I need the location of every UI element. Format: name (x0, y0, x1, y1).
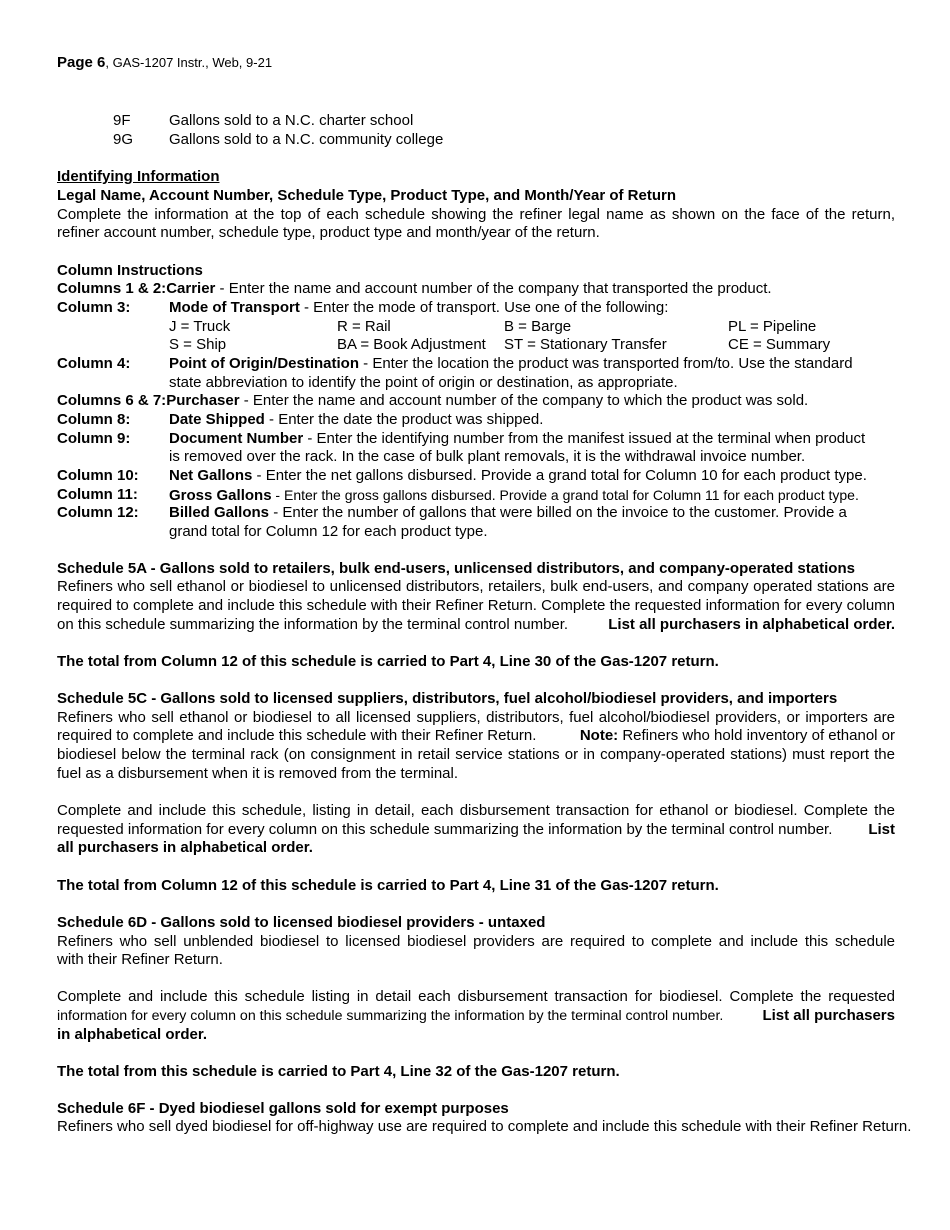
schedule-heading: Schedule 5A - Gallons sold to retailers, bulk end-users, unlicensed distributors, and company-operated stations (57, 560, 855, 577)
paragraph-text: Refiners who hold inventory of ethanol or (618, 727, 895, 744)
column-text: - Enter the number of gallons that were billed on the invoice to the customer. Provide a (269, 504, 847, 521)
schedule-heading: Schedule 6F - Dyed biodiesel gallons sold for exempt purposes (57, 1100, 509, 1117)
code-text: Gallons sold to a N.C. community college (169, 131, 444, 148)
column-text: - Enter the name and account number of the company to which the product was sold. (239, 392, 809, 409)
column-label: Column 11: (57, 486, 138, 503)
paragraph-line: Refiners who sell dyed biodiesel for off-highway use are required to complete and include this schedule with their Refiner Return. (57, 1118, 912, 1135)
code-value: 9G (113, 131, 134, 148)
column-text: is removed over the rack. In the case of bulk plant removals, it is the withdrawal invoice number. (169, 448, 806, 465)
column-instruction (57, 504, 895, 523)
column-label: Column 9: (57, 430, 131, 447)
paragraph-line (57, 821, 895, 840)
mode-code: PL = Pipeline (728, 318, 817, 335)
paragraph-line (57, 727, 895, 746)
schedule-heading: Schedule 5C - Gallons sold to licensed suppliers, distributors, fuel alcohol/biodiesel providers, and importers (57, 690, 838, 707)
mode-code: J = Truck (169, 318, 231, 335)
column-label: Column 4: (57, 355, 131, 372)
column-text: - Enter the name and account number of the company that transported the product. (215, 280, 772, 297)
column-term: Carrier (166, 280, 216, 297)
mode-code: BA = Book Adjustment (337, 336, 486, 353)
column-label: Column 3: (57, 299, 131, 316)
column-text: - Enter the identifying number from the manifest issued at the terminal when product (303, 430, 866, 447)
column-term: Mode of Transport (169, 299, 300, 316)
column-text: grand total for Column 12 for each product type. (169, 523, 488, 540)
section-heading: Column Instructions (57, 262, 203, 279)
paragraph-line: required to complete and include this schedule with their Refiner Return. Complete the requested information for every column (57, 597, 895, 614)
column-text: state abbreviation to identify the point of origin or destination, as appropriate. (169, 374, 678, 391)
paragraph-line: biodiesel below the terminal rack (on consignment in retail service stations or in company-operated stations) must report the (57, 746, 895, 763)
column-instruction (57, 411, 895, 430)
mode-code: S = Ship (169, 336, 227, 353)
column-instruction (57, 280, 772, 299)
column-text: - Enter the location the product was transported from/to. Use the standard (359, 355, 853, 372)
column-instruction (57, 299, 895, 318)
column-label: Columns 6 & 7: (57, 392, 167, 409)
column-text: - Enter the gross gallons disbursed. Provide a grand total for Column 11 for each product type. (271, 487, 859, 503)
paragraph-text: on this schedule summarizing the information by the terminal control number. (57, 616, 569, 633)
schedule-total: The total from Column 12 of this schedule is carried to Part 4, Line 30 of the Gas-1207 return. (57, 653, 719, 670)
section-heading: Identifying Information (57, 168, 220, 185)
column-instruction (57, 486, 895, 505)
column-term: Point of Origin/Destination (169, 355, 359, 372)
paragraph-text: required to complete and include this schedule with their Refiner Return. (57, 727, 537, 744)
paragraph-line: Complete the information at the top of each schedule showing the refiner legal name as shown on the face of the return, (57, 206, 895, 223)
column-text: - Enter the date the product was shipped. (264, 411, 544, 428)
paragraph-bold: List all purchasers in alphabetical order. (608, 616, 895, 633)
code-text: Gallons sold to a N.C. charter school (169, 112, 414, 129)
column-term: Billed Gallons (169, 504, 270, 521)
form-id: , GAS-1207 Instr., Web, 9-21 (105, 55, 273, 70)
paragraph-line: Refiners who sell ethanol or biodiesel to unlicensed distributors, retailers, bulk end-users, and company operated stations are (57, 578, 895, 595)
column-term: Document Number (169, 430, 304, 447)
page-number: Page 6 (57, 54, 106, 71)
paragraph-text: requested information for every column on this schedule summarizing the information by the terminal control number. (57, 821, 833, 838)
mode-code: R = Rail (337, 318, 391, 335)
paragraph-line: Complete and include this schedule listing in detail each disbursement transaction for biodiesel. Complete the requested (57, 988, 895, 1005)
column-label: Column 12: (57, 504, 139, 521)
page-header (57, 54, 272, 71)
note-label: Note: (579, 727, 619, 744)
paragraph-line: refiner account number, schedule type, product type and month/year of the return. (57, 224, 600, 241)
mode-code: CE = Summary (728, 336, 831, 353)
column-instruction (57, 467, 895, 486)
paragraph-line: in alphabetical order. (57, 1026, 208, 1043)
column-instruction (57, 392, 808, 411)
column-term: Purchaser (166, 392, 240, 409)
paragraph-line (57, 1007, 895, 1026)
paragraph-line (57, 616, 895, 635)
paragraph-line: Complete and include this schedule, listing in detail, each disbursement transaction for ethanol or biodiesel. Complete the (57, 802, 895, 819)
paragraph-bold: List (868, 821, 895, 838)
column-instruction (57, 430, 895, 449)
column-label: Column 8: (57, 411, 131, 428)
column-label: Columns 1 & 2: (57, 280, 167, 297)
schedule-heading: Schedule 6D - Gallons sold to licensed biodiesel providers - untaxed (57, 914, 546, 931)
schedule-total: The total from Column 12 of this schedule is carried to Part 4, Line 31 of the Gas-1207 return. (57, 877, 719, 894)
column-label: Column 10: (57, 467, 139, 484)
column-instruction (57, 355, 895, 374)
mode-code: B = Barge (504, 318, 572, 335)
column-text: - Enter the mode of transport. Use one of the following: (299, 299, 669, 316)
paragraph-line: Refiners who sell ethanol or biodiesel to all licensed suppliers, distributors, fuel alcohol/biodiesel providers, or importers are (57, 709, 895, 726)
column-term: Date Shipped (169, 411, 265, 428)
column-text: - Enter the net gallons disbursed. Provide a grand total for Column 10 for each product type. (252, 467, 867, 484)
section-subheading: Legal Name, Account Number, Schedule Type, Product Type, and Month/Year of Return (57, 187, 676, 204)
paragraph-line: fuel as a disbursement when it is removed from the terminal. (57, 765, 459, 782)
column-term: Gross Gallons (169, 487, 272, 504)
paragraph-bold: List all purchasers (762, 1007, 895, 1024)
paragraph-line: all purchasers in alphabetical order. (57, 839, 313, 856)
code-value: 9F (113, 112, 131, 129)
paragraph-line: Refiners who sell unblended biodiesel to licensed biodiesel providers are required to complete and include this schedule (57, 933, 895, 950)
schedule-total: The total from this schedule is carried to Part 4, Line 32 of the Gas-1207 return. (57, 1063, 620, 1080)
mode-code: ST = Stationary Transfer (504, 336, 667, 353)
paragraph-text: information for every column on this schedule summarizing the information by the terminal control number. (57, 1008, 724, 1024)
paragraph-line: with their Refiner Return. (57, 951, 223, 968)
column-term: Net Gallons (169, 467, 253, 484)
